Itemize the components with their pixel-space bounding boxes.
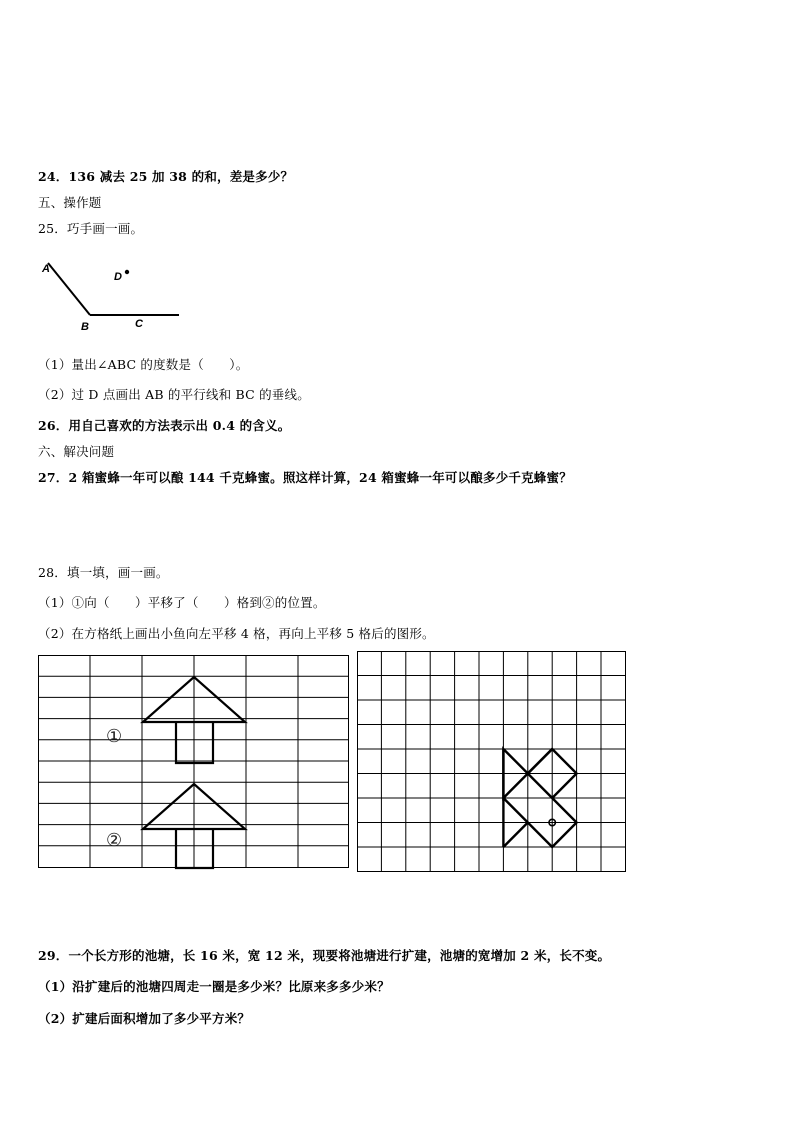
question-28: 28．填一填，画一画。 [38,565,169,580]
question-25-part-1: （1）量出∠ABC 的度数是（ ）。 [38,357,249,372]
label-b: B [81,321,89,333]
question-29-part-1: （1）沿扩建后的池塘四周走一圈是多少米？比原来多多少米？ [38,979,390,994]
question-29: 29．一个长方形的池塘，长 16 米，宽 12 米，现要将池塘进行扩建，池塘的宽增加 2 米，长不变。 [38,948,611,963]
question-26: 26．用自己喜欢的方法表示出 0.4 的含义。 [38,418,291,433]
translation-grid-left [38,655,350,870]
fish-grid [357,651,627,873]
question-28-part-2: （2）在方格纸上画出小鱼向左平移 4 格，再向上平移 5 格后的图形。 [38,626,435,641]
question-28-part-1: （1）①向（ ）平移了（ ）格到②的位置。 [38,595,326,610]
question-25: 25．巧手画一画。 [38,221,144,236]
question-25-part-2: （2）过 D 点画出 AB 的平行线和 BC 的垂线。 [38,387,310,402]
shape-2-label: ② [106,830,123,851]
question-27: 27．2 箱蜜蜂一年可以酿 144 千克蜂蜜。照这样计算，24 箱蜜蜂一年可以酿多少千克蜂蜜？ [38,470,572,485]
label-a: A [42,263,50,275]
question-29-part-2: （2）扩建后面积增加了多少平方米？ [38,1011,251,1026]
section-5-heading: 五、操作题 [38,195,102,210]
angle-abc-figure [38,255,188,335]
question-24: 24．136 减去 25 加 38 的和，差是多少？ [38,169,294,184]
label-d: D [114,271,122,283]
section-6-heading: 六、解决问题 [38,444,115,459]
shape-1-label: ① [106,726,123,747]
label-c: C [135,318,143,330]
